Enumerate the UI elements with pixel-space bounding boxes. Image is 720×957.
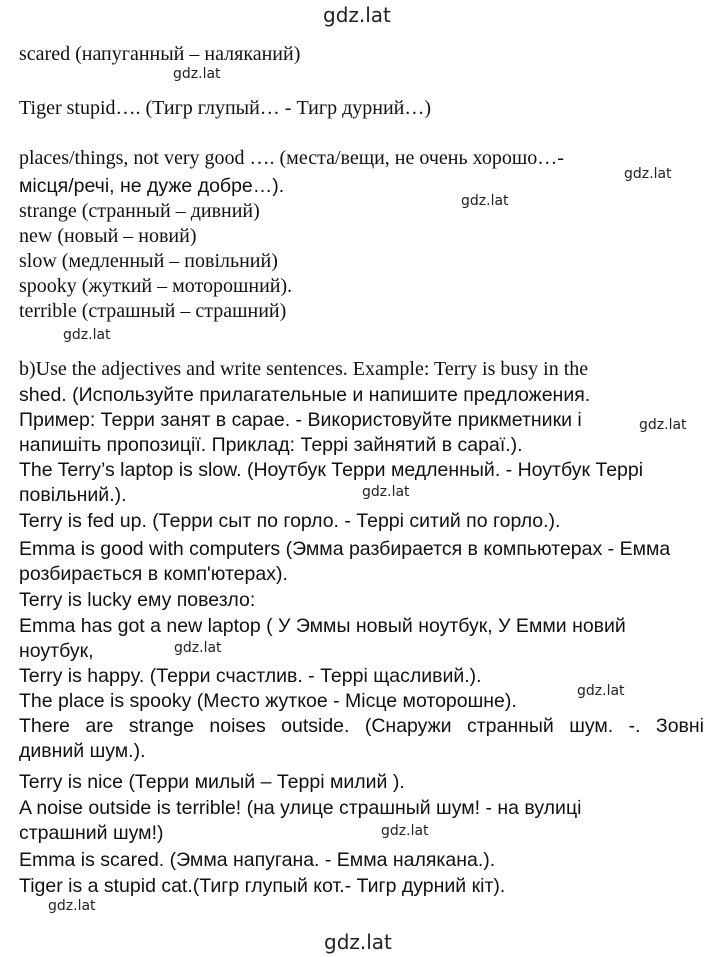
text-line: new (новый – новий) [19, 225, 197, 247]
text-line: There are strange noises outside. (Снаружи странный шум. -. Зовні [19, 715, 704, 737]
text-line: slow (медленный – повільний) [19, 250, 278, 272]
watermark: gdz.lat [624, 166, 672, 182]
watermark: gdz.lat [461, 193, 509, 209]
watermark: gdz.lat [639, 417, 687, 433]
text-line: b)Use the adjectives and write sentences. Example: Terry is busy in the [19, 358, 589, 380]
watermark-top: gdz.lat [323, 3, 391, 27]
text-line: scared (напуганный – наляканий) [19, 43, 301, 65]
text-line: місця/речі, не дуже добре…). [19, 175, 285, 197]
watermark: gdz.lat [362, 484, 410, 500]
text-line: places/things, not very good …. (места/вещи, не очень хорошо…- [19, 147, 564, 169]
text-line: A noise outside is terrible! (на улице страшный шум! - на вулиці [19, 797, 582, 819]
text-line: ноутбук, [19, 640, 94, 662]
watermark: gdz.lat [173, 66, 221, 82]
text-line: The Terry’s laptop is slow. (Ноутбук Терри медленный. - Ноутбук Террі [19, 459, 644, 481]
text-line: shed. (Используйте прилагательные и напишите предложения. [19, 384, 591, 406]
text-line: Tiger is a stupid cat.(Тигр глупый кот.- Тигр дурний кіт). [19, 875, 506, 897]
text-line: terrible (страшный – страшний) [19, 300, 287, 322]
text-line: Emma is good with computers (Эмма разбирается в компьютерах - Емма [19, 538, 671, 560]
watermark: gdz.lat [381, 823, 429, 839]
text-line: Пример: Терри занят в сарае. - Використовуйте прикметники і [19, 409, 582, 431]
text-line: spooky (жуткий – моторошний). [19, 275, 293, 297]
text-line: розбирається в комп'ютерах). [19, 563, 288, 585]
text-line: strange (странный – дивний) [19, 200, 260, 222]
text-line: Terry is lucky ему повезло: [19, 589, 256, 611]
text-line: повільний.). [19, 484, 127, 506]
text-line: напишіть пропозиції. Приклад: Террі зайнятий в сараї.). [19, 434, 523, 456]
text-line: Terry is happy. (Терри счастлив. - Террі щасливий.). [19, 665, 482, 687]
watermark-bottom: gdz.lat [324, 930, 392, 954]
text-line: Emma has got a new laptop ( У Эммы новый ноутбук, У Емми новий [19, 615, 626, 637]
watermark: gdz.lat [174, 640, 222, 656]
text-line: The place is spooky (Место жуткое - Місце моторошне). [19, 690, 517, 712]
watermark: gdz.lat [577, 683, 625, 699]
watermark: gdz.lat [48, 898, 96, 914]
watermark: gdz.lat [63, 327, 111, 343]
text-line: Tiger stupid…. (Тигр глупый… - Тигр дурний…) [19, 97, 432, 119]
text-line: страшний шум!) [19, 822, 164, 844]
text-line: дивний шум.). [19, 740, 146, 762]
text-line: Terry is fed up. (Терри сыт по горло. - Террі ситий по горло.). [19, 510, 561, 532]
text-line: Emma is scared. (Эмма напугана. - Емма налякана.). [19, 849, 496, 871]
text-line: Terry is nice (Терри милый – Террі милий ). [19, 771, 405, 793]
